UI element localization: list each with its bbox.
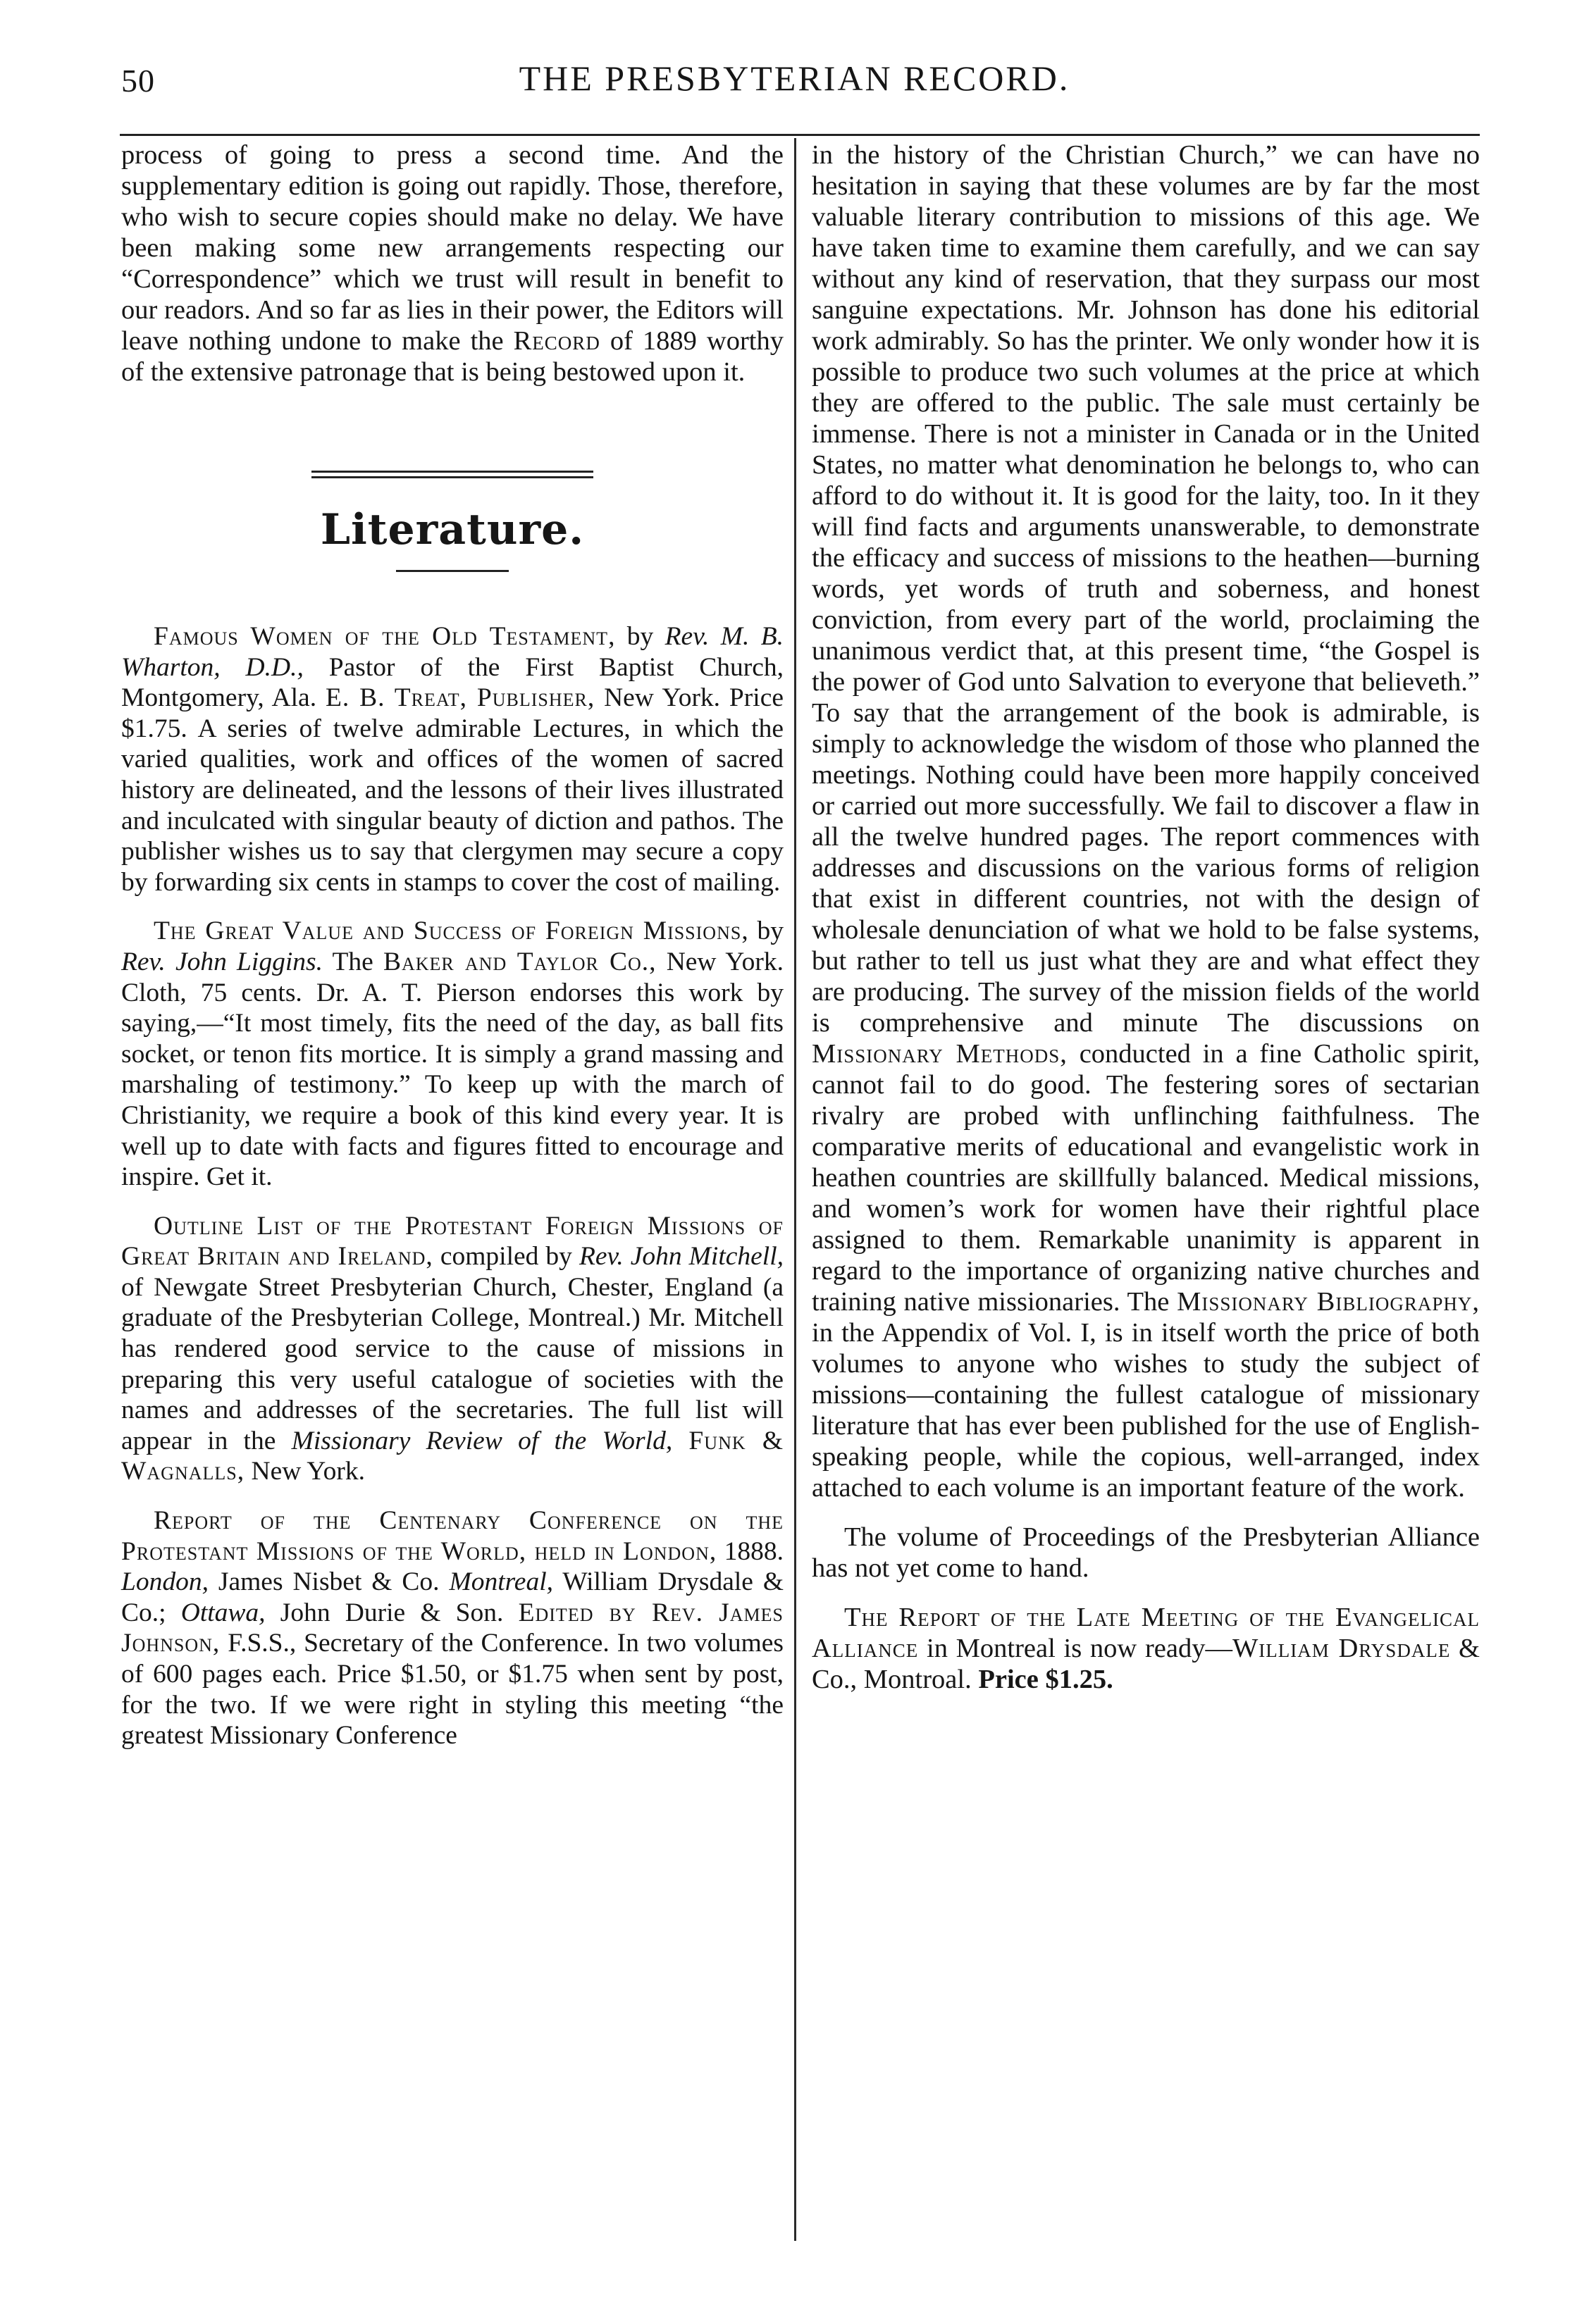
running-head: THE PRESBYTERIAN RECORD.	[519, 58, 1070, 98]
section-double-rule	[311, 471, 593, 478]
book-entry-outline-list: Outline List of the Protestant Foreign Missions of Great Britain and Ireland, compiled by Rev. John Mitchell, of Newgate Street Presbyterian Church, Chester, England (a graduate of the Presbyterian College, Montreal.) Mr. Mitchell has rendered good service to the cause of missions in preparing this very useful catalogue of societies with the names and addresses of the secretaries. The full list will appear in the Missionary Review of the World, Funk & Wagnalls, New York.	[121, 1211, 784, 1486]
book-entry-foreign-missions: The Great Value and Success of Foreign Missions, by Rev. John Liggins. The Baker and Taylor Co., New York. Cloth, 75 cents. Dr. A. T. Pierson endorses this work by saying,—“It most timely, fits the need of the day, as ball fits socket, or tenon fits mortice. It is simply a grand massing and marshaling of testimony.” To keep up with the march of Christianity, we require a book of this kind every year. It is well up to date with facts and figures fitted to encourage and inspire. Get it.	[121, 916, 784, 1192]
header-rule	[120, 134, 1480, 136]
left-column	[121, 139, 784, 1751]
review-continuation-paragraph: in the history of the Christian Church,” we can have no hesitation in saying that these volumes are by far the most valuable literary contribution to missions of this age. We have taken time to examine them carefully, and we can say without any kind of reservation, that they surpass our most sanguine expectations. Mr. Johnson has done his editorial work admirably. So has the printer. We only wonder how it is possible to produce two such volumes at the price at which they are offered to the public. The sale must certainly be immense. There is not a minister in Canada or in the United States, no matter what denomination he belongs to, who can afford to do without it. It is good for the laity, too. In it they will find facts and arguments unanswerable, to demonstrate the efficacy and success of missions to the heathen—burning words, yet words of truth and soberness, and honest conviction, from every part of the world, proclaiming the unanimous verdict that, at this present time, “the Gospel is the power of God unto Salvation to everyone that believeth.” To say that the arrangement of the book is admirable, is simply to acknowledge the wisdom of those who planned the meetings. Nothing could have been more happily conceived or carried out more successfully. We fail to discover a flaw in all the twelve hundred pages. The report commences with addresses and discussions on the various forms of religion that exist in different countries, not with the design of wholesale denunciation of what we hold to be false systems, but rather to tell us just what they are and what effect they are producing. The survey of the mission fields of the world is comprehensive and minute The discussions on Missionary Methods, conducted in a fine Catholic spirit, cannot fail to do good. The festering sores of sectarian rivalry are probed with unflinching faithfulness. The comparative merits of educational and evangelistic work in heathen countries are skillfully balanced. Medical missions, and women’s work for women have their rightful place assigned to them. Remarkable unanimity is apparent in regard to the importance of organizing native churches and training native missionaries. The Missionary Bibliography, in the Appendix of Vol. I, is in itself worth the price of both volumes to anyone who wishes to study the subject of missions—containing the fullest catalogue of missionary literature that has ever been published for the use of English-speaking people, while the copious, well-arranged, index attached to each volume is an important feature of the work.	[812, 140, 1480, 1503]
page-number: 50	[121, 63, 155, 99]
section-heading-literature: Literature.	[320, 505, 585, 554]
intro-paragraph: process of going to press a second time. And the supplementary edition is going out rapidly. Those, therefore, who wish to secure copies should make no delay. We have been making some new arrangements respecting our “Correspondence” which we trust will result in benefit to our readors. And so far as lies in their power, the Editors will leave nothing undone to make the Record of 1889 worthy of the extensive patronage that is being bestowed upon it.	[121, 140, 784, 387]
right-column	[812, 139, 1480, 1695]
proceedings-note-paragraph: The volume of Proceedings of the Presbyterian Alliance has not yet come to hand.	[812, 1522, 1480, 1583]
book-entry-famous-women: Famous Women of the Old Testament, by Rev. M. B. Wharton, D.D., Pastor of the First Baptist Church, Montgomery, Ala. E. B. Treat, Publisher, New York. Price $1.75. A series of twelve admirable Lectures, in which the varied qualities, work and offices of the women of sacred history are delineated, and the lessons of their lives illustrated and inculcated with singular beauty of diction and pathos. The publisher wishes us to say that clergymen may secure a copy by forwarding six cents in stamps to cover the cost of mailing.	[121, 622, 784, 897]
record-title: Record	[513, 326, 600, 356]
column-divider	[794, 138, 796, 2241]
evangelical-alliance-paragraph: The Report of the Late Meeting of the Evangelical Alliance in Montreal is now ready—William Drysdale & Co., Montroal. Price $1.25.	[812, 1603, 1480, 1694]
book-entry-centenary-conference: Report of the Centenary Conference on the Protestant Missions of the World, held in London, 1888. London, James Nisbet & Co. Montreal, William Drysdale & Co.; Ottawa, John Durie & Son. Edited by Rev. James Johnson, F.S.S., Secretary of the Conference. In two volumes of 600 pages each. Price $1.50, or $1.75 when sent by post, for the two. If we were right in styling this meeting “the greatest Missionary Conference	[121, 1506, 784, 1751]
heading-underline	[396, 570, 509, 572]
